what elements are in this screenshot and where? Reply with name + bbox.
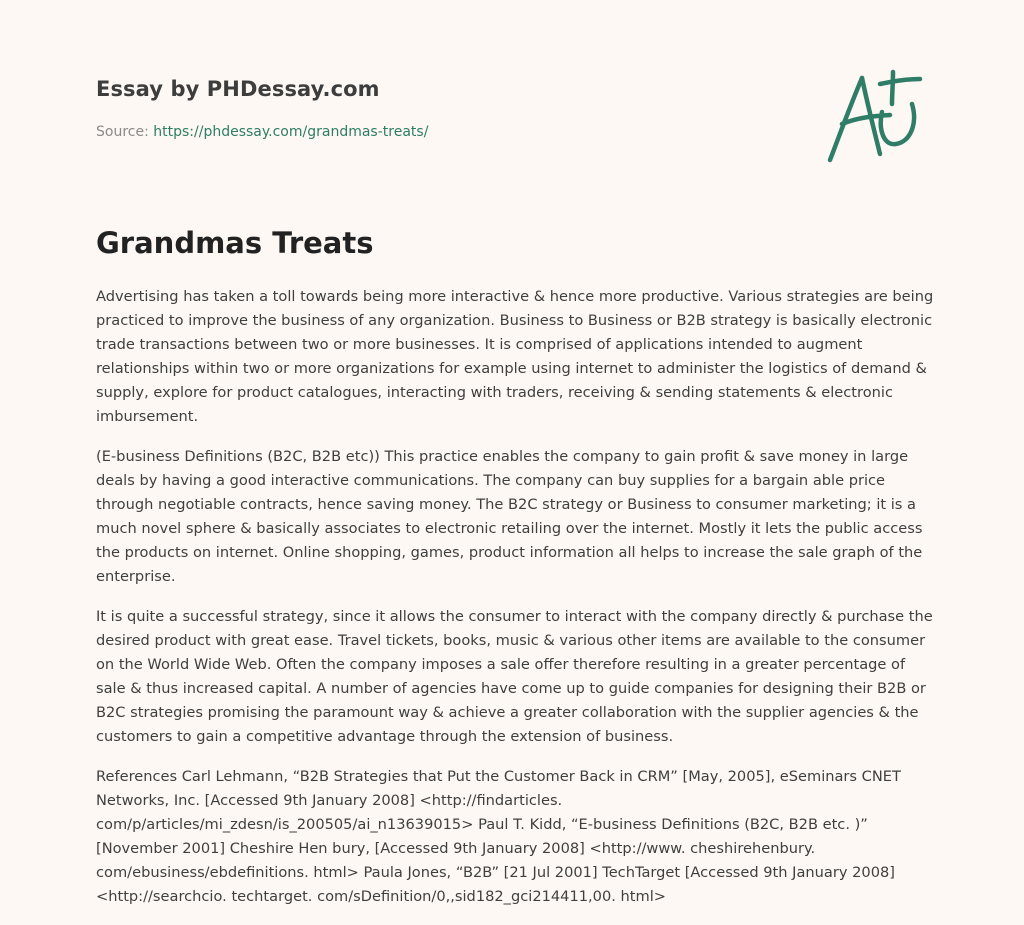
source-link[interactable]: https://phdessay.com/grandmas-treats/	[153, 124, 429, 140]
source-label: Source:	[96, 124, 149, 140]
essay-paragraph: (E-business Definitions (B2C, B2B etc)) This practice enables the company to gain profit & save money in large deals by having a good interactive communications. The company can buy supplies for a bargain able price through negotiable contracts, hence saving money. The B2C strategy or Business to consumer marketing; it is a much novel sphere & basically associates to electronic retailing over the internet. Mostly it lets the public access the products on internet. Online shopping, games, product information all helps to increase the sale graph of the enterprise.	[96, 448, 923, 585]
essay-paragraph: It is quite a successful strategy, since it allows the consumer to interact with the company directly & purchase the desired product with great ease. Travel tickets, books, music & various other items are available to the consumer on the World Wide Web. Often the company imposes a sale offer therefore resulting in a greater percentage of sale & thus increased capital. A number of agencies have come up to guide companies for designing their B2B or B2C strategies promising the paramount way & achieve a greater collaboration with the supplier agencies & the customers to gain a competitive advantage through the extension of business.	[96, 608, 933, 745]
essay-paragraph: Advertising has taken a toll towards being more interactive & hence more productive. Various strategies are being practiced to improve the business of any organization. Business to Business or B2B strategy is basically electronic trade transactions between two or more businesses. It is comprised of applications intended to augment relationships within two or more organizations for example using internet to administer the logistics of demand & supply, explore for product catalogues, interacting with traders, receiving & sending statements & electronic imbursement.	[96, 288, 934, 425]
essay-body	[96, 285, 936, 925]
site-title: Essay by PHDessay.com	[96, 77, 380, 101]
a-plus-logo-icon	[820, 66, 930, 166]
source-line	[96, 124, 428, 140]
references-paragraph: References Carl Lehmann, “B2B Strategies that Put the Customer Back in CRM” [May, 2005], eSeminars CNET Networks, Inc. [Accessed 9th January 2008] <http://findarticles. com/p/articles/mi_zdesn/is_200505/ai_n13639015> Paul T. Kidd, “E-business Definitions (B2C, B2B etc. )” [November 2001] Cheshire Hen bury, [Accessed 9th January 2008] <http://www. cheshirehenbury. com/ebusiness/ebdefinitions. html> Paula Jones, “B2B” [21 Jul 2001] TechTarget [Accessed 9th January 2008] <http://searchcio. techtarget. com/sDefinition/0,,sid182_gci214411,00. html>	[96, 768, 901, 905]
essay-title: Grandmas Treats	[96, 226, 374, 260]
